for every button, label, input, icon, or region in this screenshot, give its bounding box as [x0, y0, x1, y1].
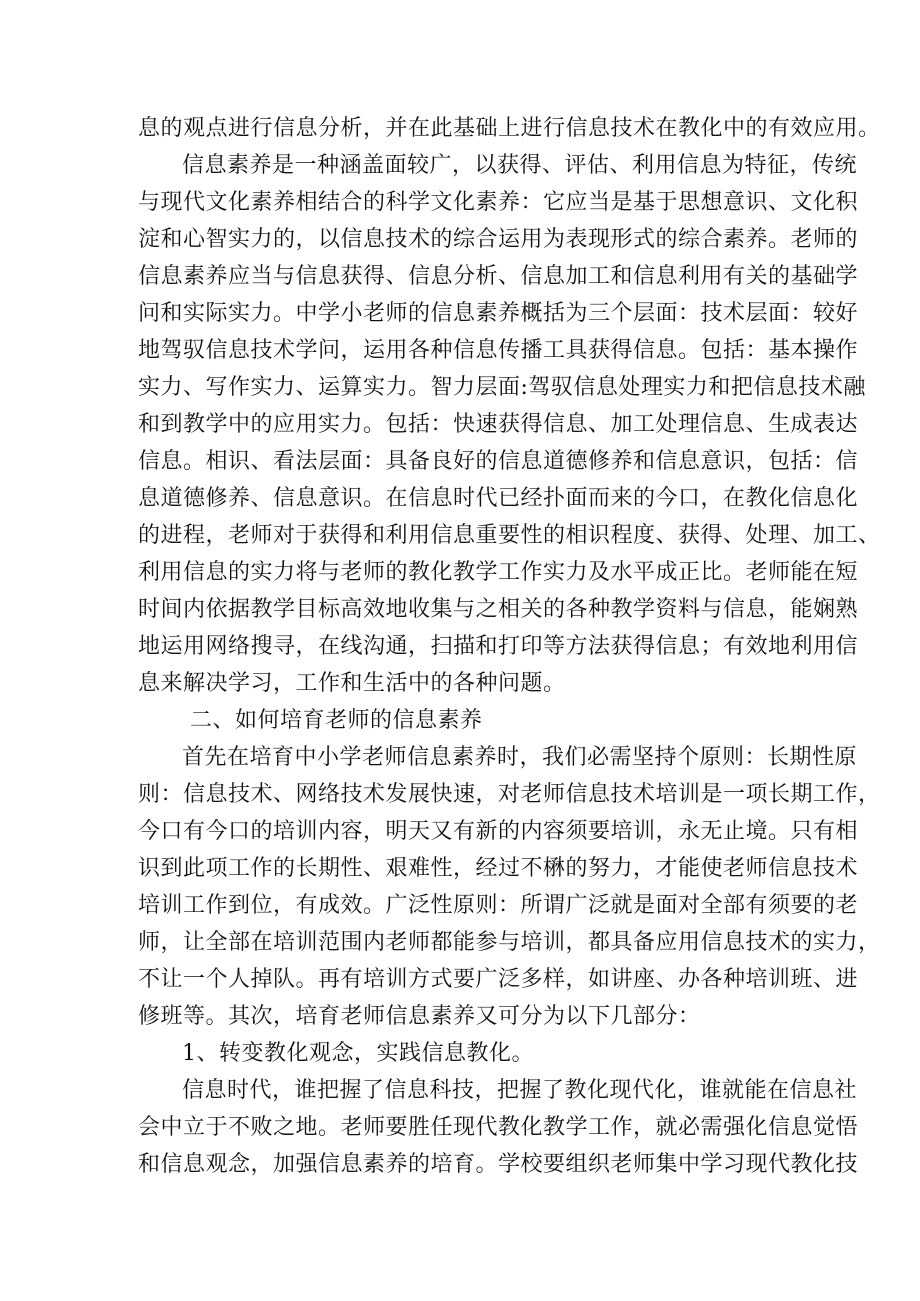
text-line: 师，让全部在培训范围内老师都能参与培训，都具备应用信息技术的实力， — [138, 930, 881, 955]
text-line: 信息。相识、看法层面：具备良好的信息道德修养和信息意识，包括：信 — [138, 449, 859, 474]
text-line: 地运用网络搜寻，在线沟通，扫描和打印等方法获得信息；有效地利用信 — [138, 634, 859, 659]
text-line: 信息时代，谁把握了信息科技，把握了教化现代化，谁就能在信息社 — [182, 1078, 858, 1103]
text-line: 信息素养应当与信息获得、信息分析、信息加工和信息利用有关的基础学 — [138, 264, 859, 289]
text-line: 息道德修养、信息意识。在信息时代已经扑面而来的今口，在教化信息化 — [138, 486, 859, 511]
text-line: 则：信息技术、网络技术发展快速，对老师信息技术培训是一项长期工作， — [138, 782, 881, 807]
text-line: 会中立于不败之地。老师要胜任现代教化教学工作，就必需强化信息觉悟 — [138, 1115, 859, 1140]
text-line: 首先在培育中小学老师信息素养时，我们必需坚持个原则：长期性原 — [182, 745, 858, 770]
text-line: 今口有今口的培训内容，明天又有新的内容须要培训，永无止境。只有相 — [138, 819, 859, 844]
text-line: 地驾驭信息技术学问，运用各种信息传播工具获得信息。包括：基本操作 — [138, 338, 859, 363]
text-line: 实力、写作实力、运算实力。智力层面:驾驭信息处理实力和把信息技术融 — [138, 375, 866, 400]
text-line: 的进程，老师对于获得和利用信息重要性的相识程度、获得、处理、加工、 — [138, 523, 881, 548]
text-line: 时间内依据教学目标高效地收集与之相关的各种教学资料与信息，能娴熟 — [138, 597, 859, 622]
text-line: 1、转变教化观念，实践信息教化。 — [182, 1041, 534, 1066]
text-line: 息来解决学习，工作和生活中的各种问题。 — [138, 671, 566, 696]
text-line: 问和实际实力。中学小老师的信息素养概括为三个层面：技术层面：较好 — [138, 301, 859, 326]
section-heading: 二、如何培育老师的信息素养 — [190, 708, 483, 733]
text-line: 修班等。其次，培育老师信息素养又可分为以下几部分： — [138, 1004, 701, 1029]
text-line: 利用信息的实力将与老师的教化教学工作实力及水平成正比。老师能在短 — [138, 560, 859, 585]
text-line: 与现代文化素养相结合的科学文化素养：它应当是基于思想意识、文化积 — [138, 190, 859, 215]
document-body — [138, 110, 881, 1183]
text-line: 和到教学中的应用实力。包括：快速获得信息、加工处理信息、生成表达 — [138, 412, 859, 437]
text-line: 信息素养是一种涵盖面较广，以获得、评估、利用信息为特征，传统 — [182, 153, 858, 178]
text-line: 和信息观念，加强信息素养的培育。学校要组织老师集中学习现代教化技 — [138, 1152, 859, 1177]
text-line: 不让一个人掉队。再有培训方式要广泛多样，如讲座、办各种培训班、进 — [138, 967, 859, 992]
text-line: 淀和心智实力的，以信息技术的综合运用为表现形式的综合素养。老师的 — [138, 227, 859, 252]
text-line: 识到此项工作的长期性、艰难性，经过不楙的努力，才能使老师信息技术 — [138, 856, 859, 881]
text-line: 息的观点进行信息分析，并在此基础上进行信息技术在教化中的有效应用。 — [138, 116, 881, 141]
text-line: 培训工作到位，有成效。广泛性原则：所谓广泛就是面对全部有须要的老 — [138, 893, 859, 918]
